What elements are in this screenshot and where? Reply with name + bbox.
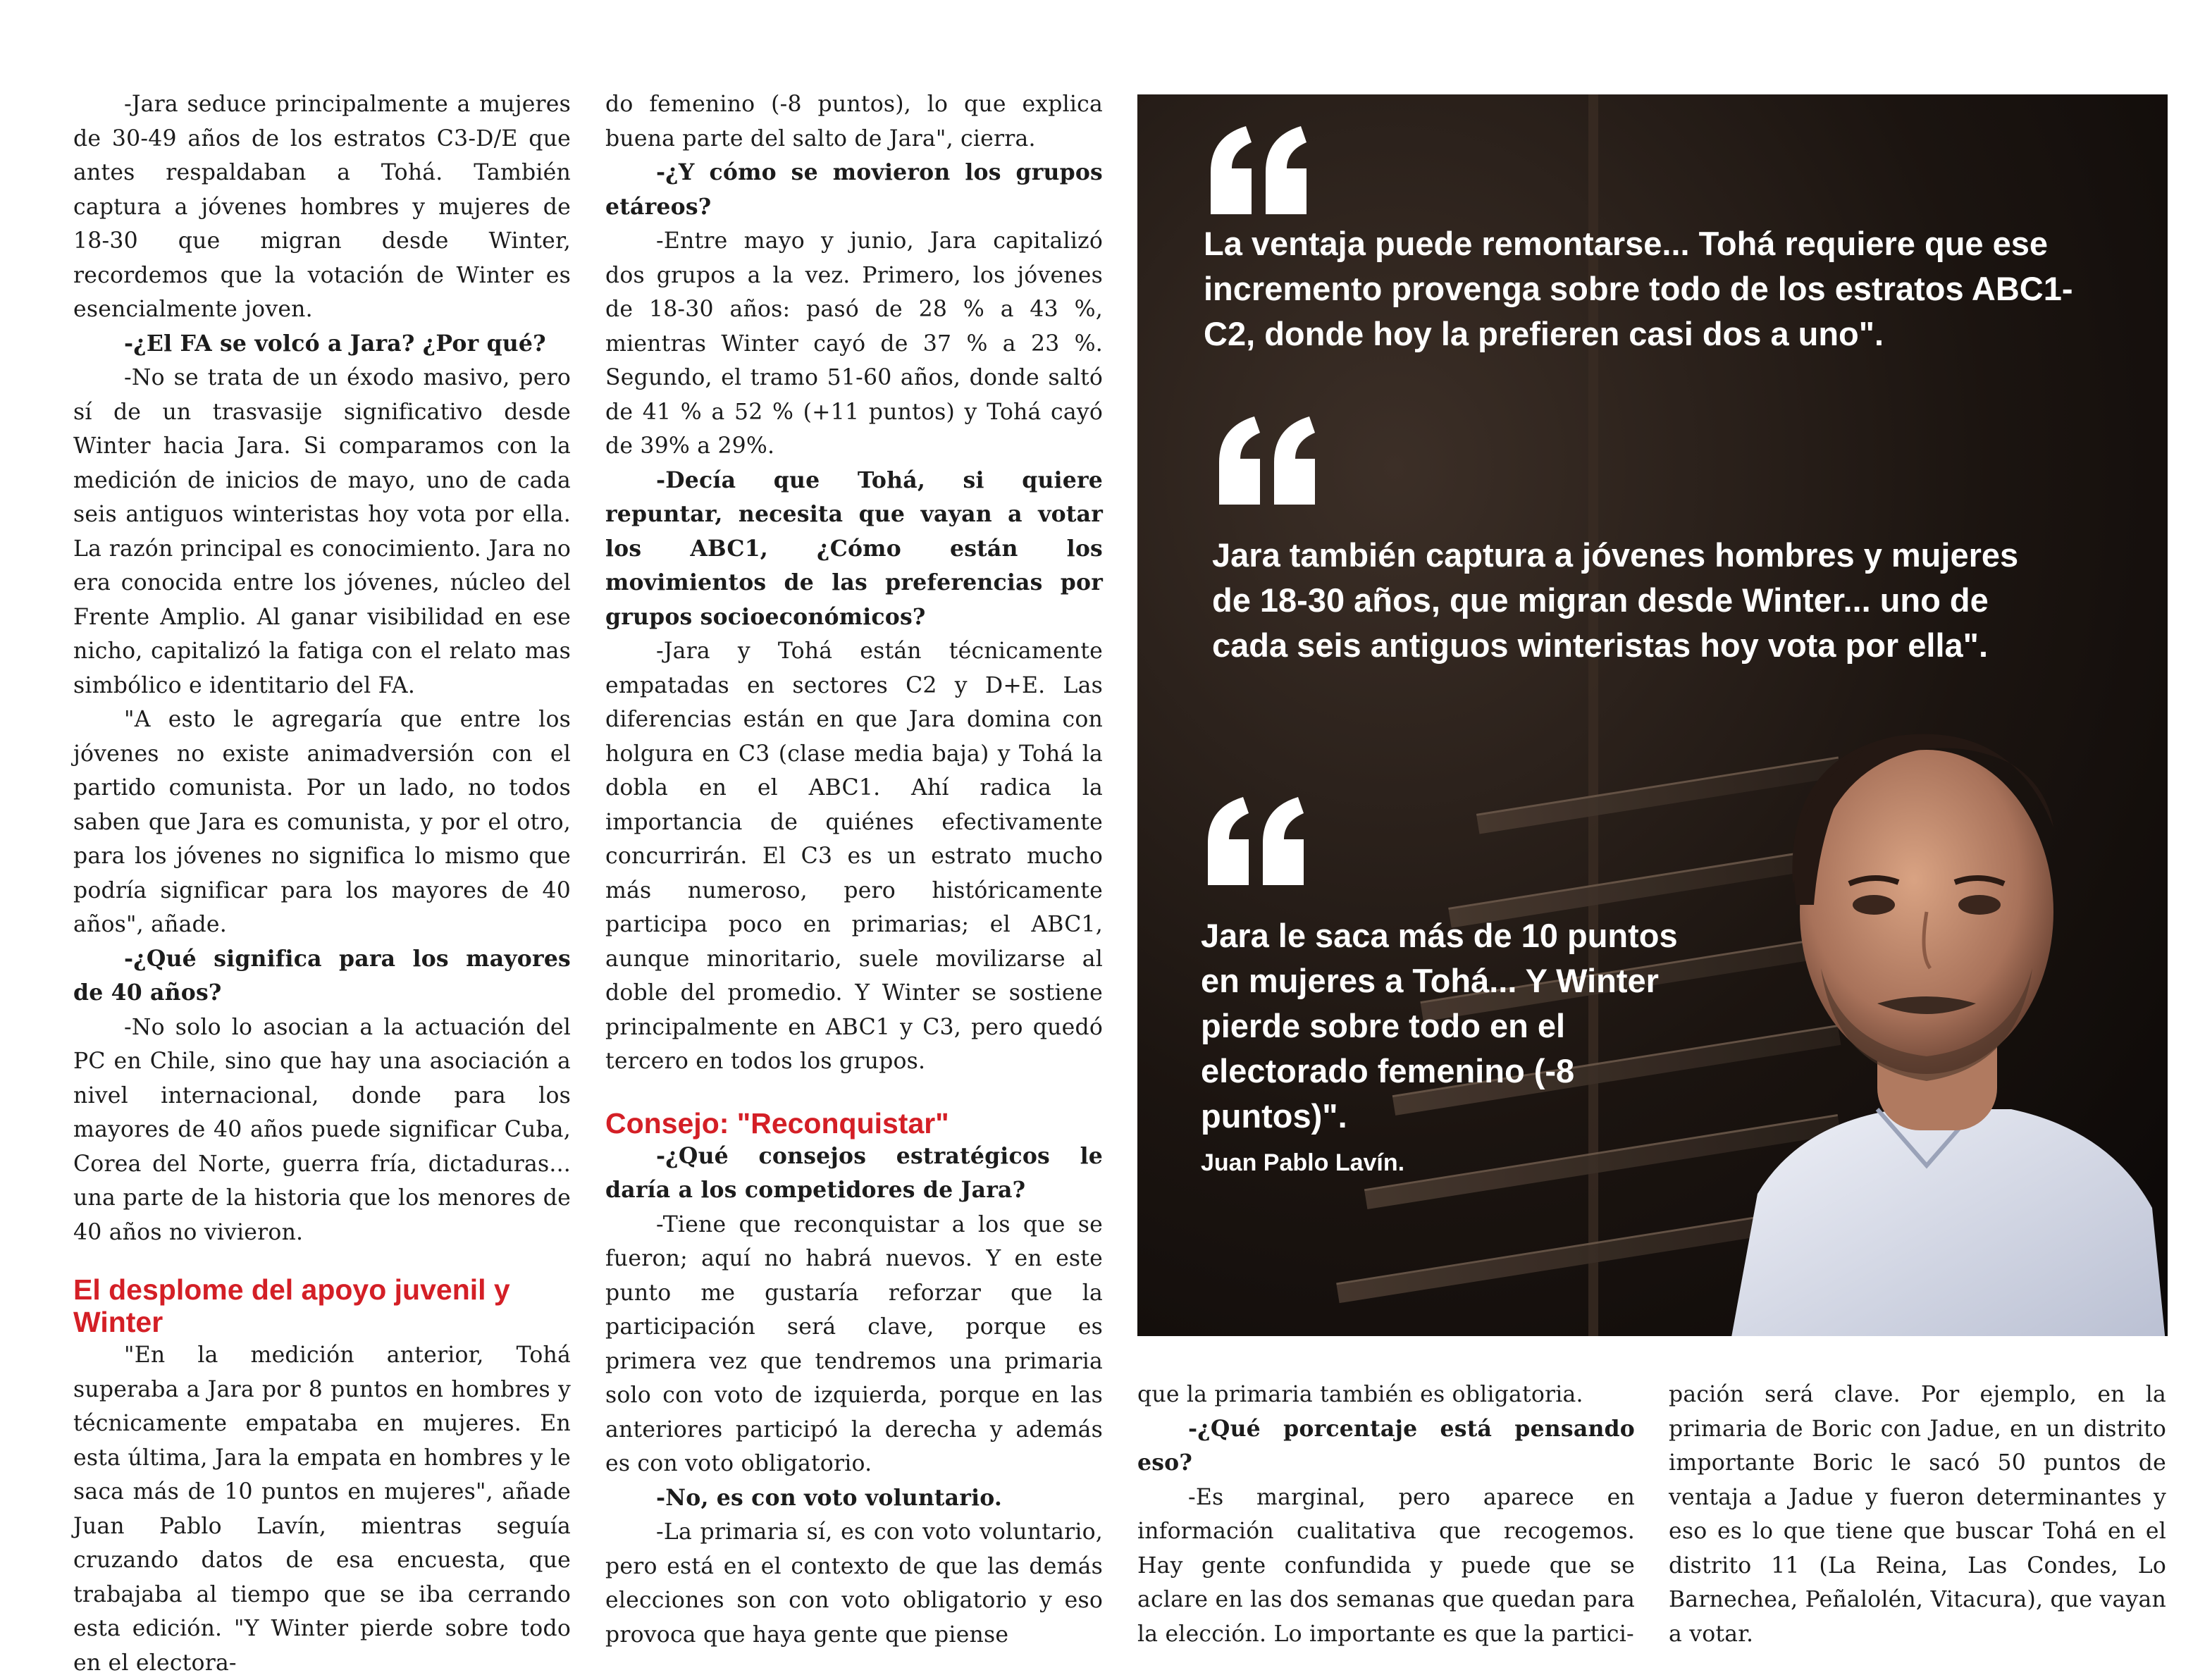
article-column-3 (1137, 1378, 1635, 1651)
paragraph: -Es marginal, pero aparece en información cualitativa que recogemos. Hay gente confundida y puede que se aclare en las dos semanas que quedan para la elección. Lo importante es que la partici- (1137, 1484, 1635, 1647)
quote-mark-icon (1212, 413, 1325, 512)
interview-question: -¿Qué consejos estratégicos le daría a los competidores de Jara? (605, 1142, 1103, 1203)
pull-quote-1 (1204, 123, 2120, 357)
pull-quote-3 (1201, 793, 1694, 1178)
interview-question: -¿El FA se volcó a Jara? ¿Por qué? (124, 330, 546, 357)
portrait-photo-panel (1137, 94, 2168, 1336)
paragraph: -Jara seduce principalmente a mujeres de 30-49 años de los estratos C3-D/E que antes respaldaban a Tohá. También captura a jóvenes hombres y mujeres de 18-30 que migran desde Winter, recordemos que la votación de Winter es esencialmente joven. (73, 92, 571, 322)
article-column-1 (73, 87, 571, 1680)
interview-question: -Decía que Tohá, si quiere repuntar, necesita que vayan a votar los ABC1, ¿Cómo están los movimientos de las preferencias por grupos socioeconómicos? (605, 467, 1103, 630)
paragraph: -La primaria sí, es con voto voluntario, pero está en el contexto de que las demás elecciones son con voto obligatorio y eso provoca que haya gente que piense (605, 1519, 1103, 1648)
paragraph: do femenino (-8 puntos), lo que explica buena parte del salto de Jara", cierra. (605, 92, 1103, 152)
interview-question: -¿Qué porcentaje está pensando eso? (1137, 1415, 1635, 1476)
paragraph: -Tiene que reconquistar a los que se fueron; aquí no habrá nuevos. Y en este punto me gustaría reforzar que la participación será clave, porque es primera vez que tendremos una primaria solo con voto de izquierda, porque en las anteriores participó la derecha y además es con voto obligatorio. (605, 1211, 1103, 1476)
portrait-person (1715, 672, 2166, 1336)
paragraph: "A esto le agregaría que entre los jóvenes no existe animadversión con el partido comunista. Por un lado, no todos saben que Jara es comunista, y por el otro, para los jóvenes no significa lo mismo que podría significar para los mayores de 40 años", añade. (73, 707, 571, 937)
interview-question: -¿Y cómo se movieron los grupos etáreos? (605, 159, 1103, 220)
paragraph: que la primaria también es obligatoria. (1137, 1382, 1583, 1407)
section-subheading: Consejo: "Reconquistar" (605, 1106, 949, 1139)
article-column-2 (605, 87, 1103, 1652)
pull-quote-text: La ventaja puede remontarse... Tohá requiere que ese incremento provenga sobre todo de los estratos ABC1-C2, donde hoy la prefieren casi dos a uno". (1204, 225, 2073, 352)
pull-quote-text: Jara también captura a jóvenes hombres y mujeres de 18-30 años, que migran desde Winter... uno de cada seis antiguos winteristas hoy vota por ella". (1212, 536, 2019, 664)
paragraph: pación será clave. Por ejemplo, en la primaria de Boric con Jadue, en un distrito importante Boric le sacó 50 puntos de ventaja a Jadue y fueron determinantes y eso es lo que tiene que buscar Tohá en el distrito 11 (La Reina, Las Condes, Lo Barnechea, Peñalolén, Vitacura), que vayan a votar. (1669, 1382, 2166, 1647)
pull-quote-author: Juan Pablo Lavín. (1201, 1149, 1405, 1176)
article-column-4 (1669, 1378, 2166, 1651)
paragraph: -Jara y Tohá están técnicamente empatadas en sectores C2 y D+E. Las diferencias están en que Jara domina con holgura en C3 (clase media baja) y Tohá la dobla en el ABC1. Ahí radica la importancia de quiénes efectivamente concurrirán. El C3 es un estrato mucho más numeroso, pero históricamente participa poco en primarias; el ABC1, aunque minoritario, suele movilizarse al doble del promedio. Y Winter se sostiene principalmente en ABC1 y C3, pero quedó tercero en todos los grupos. (605, 638, 1103, 1074)
section-subheading: El desplome del apoyo juvenil y Winter (73, 1273, 510, 1338)
pull-quote-text: Jara le saca más de 10 puntos en mujeres a Tohá... Y Winter pierde sobre todo en el electorado femenino (-8 puntos)". (1201, 917, 1678, 1135)
paragraph: -No se trata de un éxodo masivo, pero sí de un trasvasije significativo desde Winter hacia Jara. Si comparamos con la medición de inicios de mayo, uno de cada seis antiguos winteristas hoy vota por ella. La razón principal es conocimiento. Jara no era conocida entre los jóvenes, núcleo del Frente Amplio. Al ganar visibilidad en ese nicho, capitalizó la fatiga con el relato mas simbólico e identitario del FA. (73, 365, 571, 698)
interview-question: -¿Qué significa para los mayores de 40 años? (73, 945, 571, 1006)
paragraph: -No solo lo asocian a la actuación del PC en Chile, sino que hay una asociación a nivel internacional, donde para los mayores de 40 años puede significar Cuba, Corea del Norte, guerra fría, dictaduras... una parte de la historia que los menores de 40 años no vivieron. (73, 1014, 571, 1245)
paragraph: -Entre mayo y junio, Jara capitalizó dos grupos a la vez. Primero, los jóvenes de 18-30 años: pasó de 28 % a 43 %, mientras Winter cayó de 37 % a 23 %. Segundo, el tramo 51-60 años, donde saltó de 41 % a 52 % (+11 puntos) y Tohá cayó de 39% a 29%. (605, 228, 1103, 459)
pull-quote-2 (1212, 413, 2022, 668)
paragraph: "En la medición anterior, Tohá superaba a Jara por 8 puntos en hombres y técnicamente empataba en mujeres. En esta última, Jara la empata en hombres y le saca más de 10 puntos en mujeres", añade Juan Pablo Lavín, mientras seguía cruzando datos de esa encuesta, que trabajaba al tiempo que se iba cerrando esta edición. "Y Winter pierde sobre todo en el electora- (73, 1342, 571, 1676)
quote-mark-icon (1204, 123, 1316, 221)
quote-mark-icon (1201, 793, 1314, 892)
interview-question: -No, es con voto voluntario. (656, 1484, 1003, 1511)
